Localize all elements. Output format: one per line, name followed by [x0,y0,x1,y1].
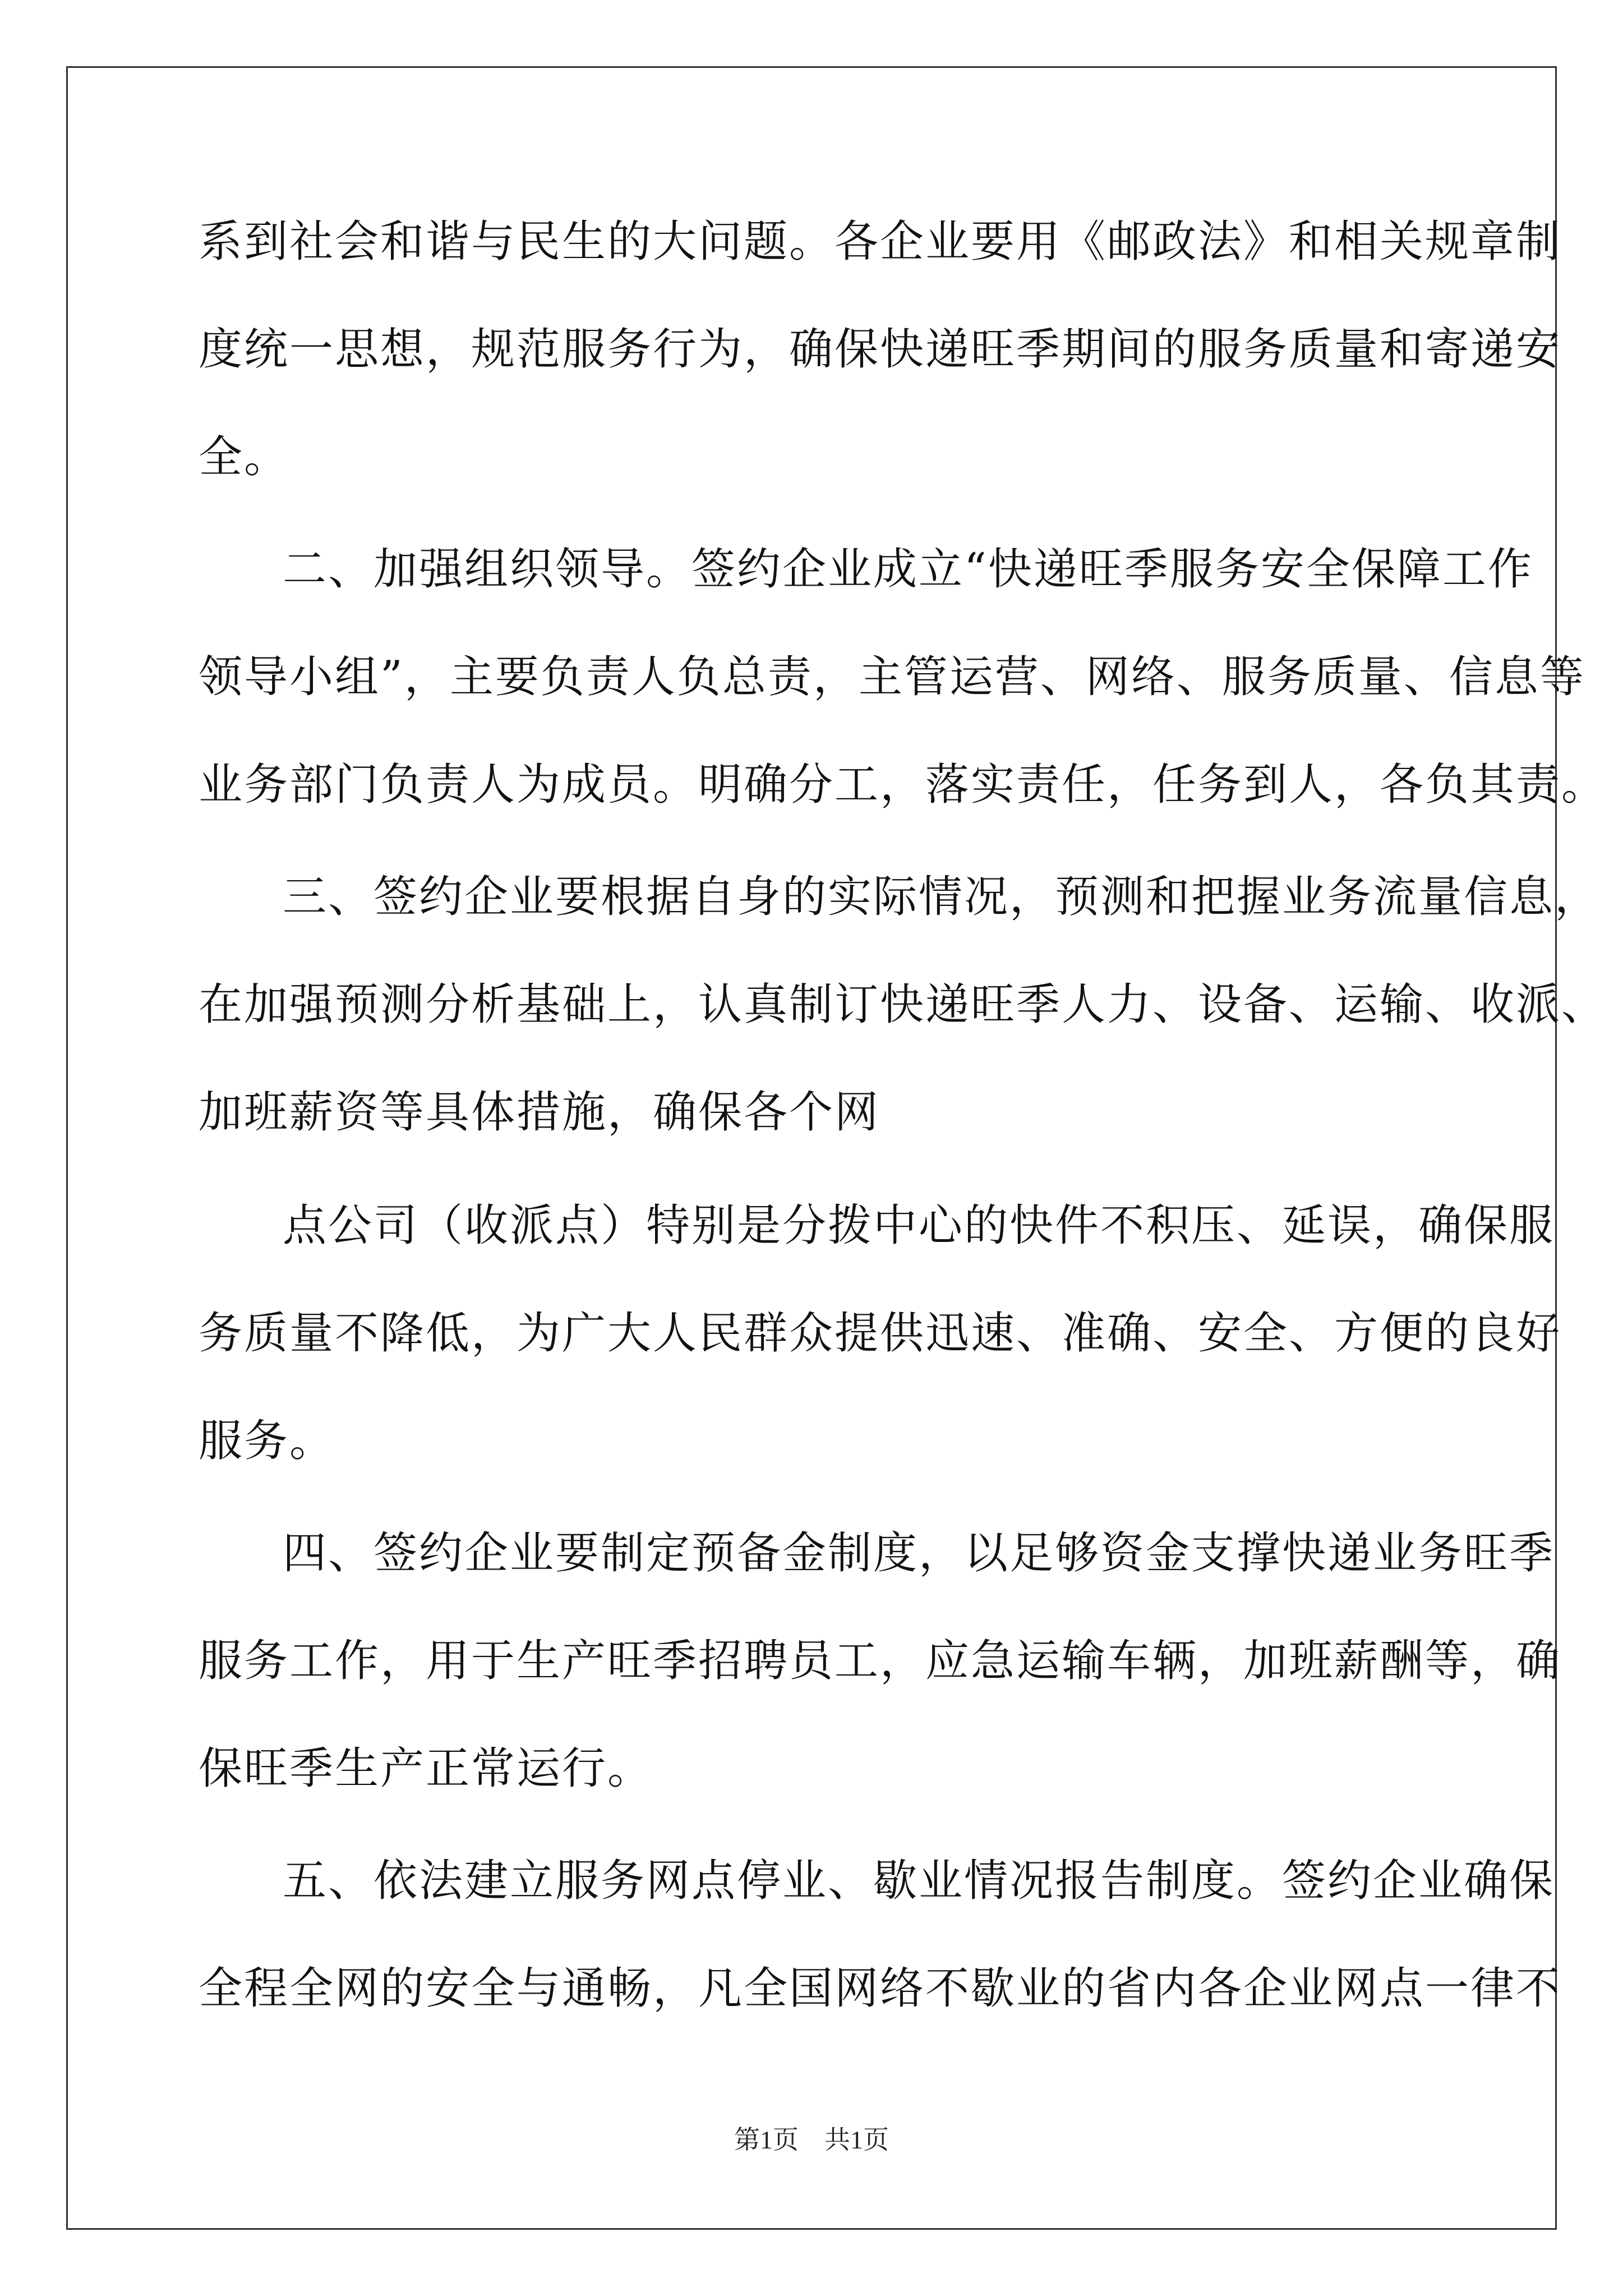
text-line: 在加强预测分析基础上，认真制订快递旺季人力、设备、运输、收派、 [199,979,1607,1030]
text-line: 全。 [199,432,290,482]
text-line: 点公司（收派点）特别是分拨中心的快件不积压、延误，确保服 [283,1200,1555,1251]
text-line: 领导小组”，主要负责人负总责，主管运营、网络、服务质量、信息等 [199,652,1585,702]
text-line: 加班薪资等具体措施，确保各个网 [199,1087,880,1138]
text-line: 四、签约企业要制定预备金制度，以足够资金支撑快递业务旺季 [283,1528,1555,1579]
text-line: 保旺季生产正常运行。 [199,1743,653,1794]
text-line: 服务。 [199,1416,335,1466]
text-line: 三、签约企业要根据自身的实际情况，预测和把握业务流量信息， [283,872,1601,922]
text-line: 业务部门负责人为成员。明确分工，落实责任，任务到人，各负其责。 [199,760,1607,810]
text-line: 全程全网的安全与通畅，凡全国网络不歇业的省内各企业网点一律不 [199,1963,1562,2014]
text-line: 服务工作，用于生产旺季招聘员工，应急运输车辆，加班薪酬等，确 [199,1636,1562,1686]
text-line: 系到社会和谐与民生的大问题。各企业要用《邮政法》和相关规章制 [199,217,1562,267]
text-line: 务质量不降低，为广大人民群众提供迅速、准确、安全、方便的良好 [199,1308,1562,1359]
text-line: 度统一思想，规范服务行为，确保快递旺季期间的服务质量和寄递安 [199,324,1562,375]
page-number-footer: 第1页 共1页 [734,2125,889,2154]
text-line: 二、加强组织领导。签约企业成立“快递旺季服务安全保障工作 [283,544,1533,595]
text-line: 五、依法建立服务网点停业、歇业情况报告制度。签约企业确保 [283,1856,1555,1906]
